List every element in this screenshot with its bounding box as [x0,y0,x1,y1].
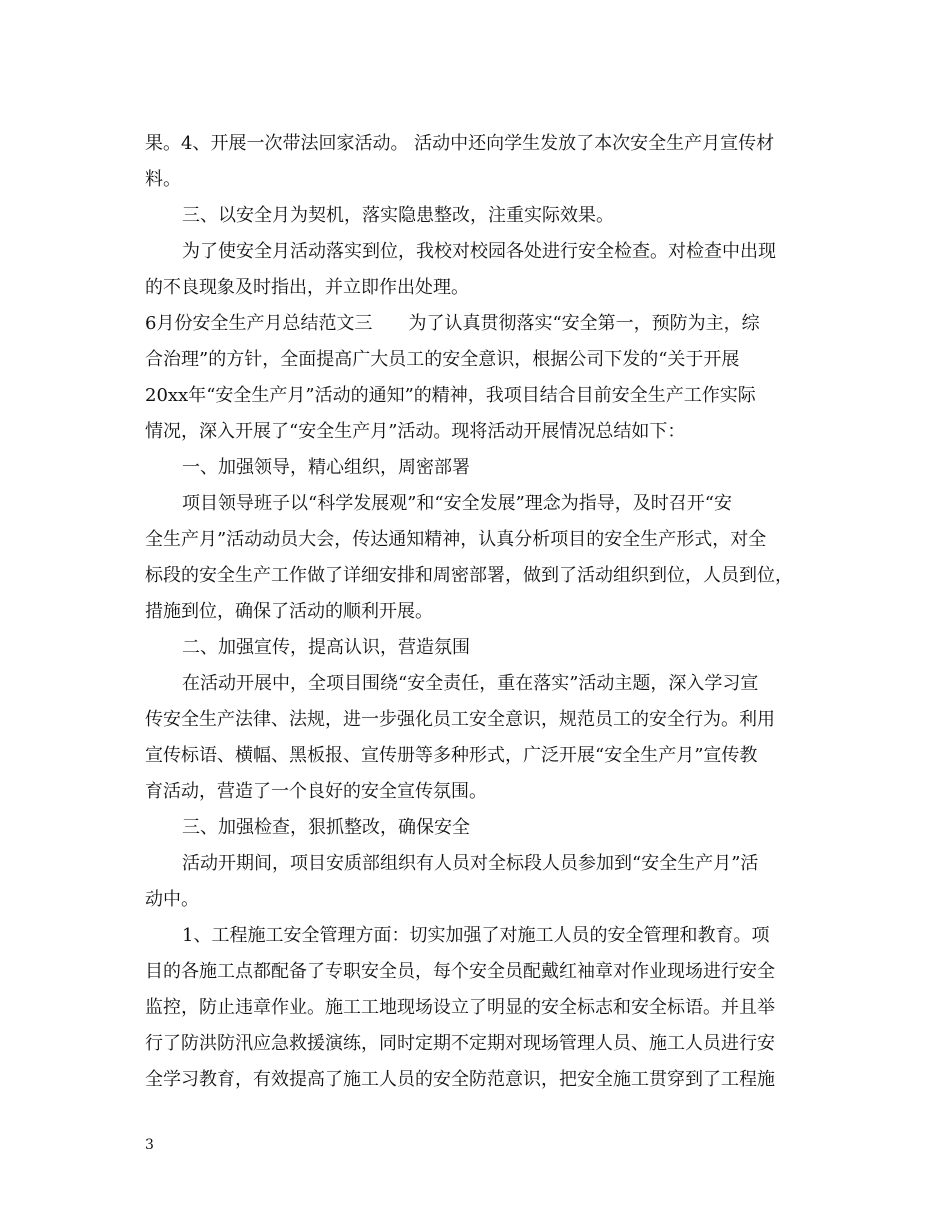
text-line: 活动开期间，项目安质部组织有人员对全标段人员参加到“安全生产月”活 [182,853,759,874]
text-line: 全生产月”活动动员大会，传达通知精神，认真分析项目的安全生产形式，对全 [145,529,767,550]
text-line: 标段的安全生产工作做了详细安排和周密部署，做到了活动组织到位，人员到位， [145,565,793,586]
text-line: 全学习教育，有效提高了施工人员的安全防范意识，把安全施工贯穿到了工程施 [145,1069,775,1090]
text-line: 1、工程施工安全管理方面：切实加强了对施工人员的安全管理和教育。项 [182,925,770,946]
text-line: 一、加强领导，精心组织，周密部署 [182,457,470,478]
text-line: 二、加强宣传，提高认识，营造氛围 [182,637,470,658]
text-line: 目的各施工点都配备了专职安全员，每个安全员配戴红袖章对作业现场进行安全 [145,961,775,982]
text-line: 三、以安全月为契机，落实隐患整改，注重实际效果。 [182,205,614,226]
text-line: 在活动开展中，全项目围绕“安全责任，重在落实”活动主题，深入学习宣 [182,673,759,694]
text-line: 合治理”的方针，全面提高广大员工的安全意识，根据公司下发的“关于开展 [145,349,740,370]
page-number: 3 [145,1137,154,1153]
text-line: 果。4、开展一次带法回家活动。 活动中还向学生发放了本次安全生产月宣传材 [145,133,775,154]
text-line: 项目领导班子以“科学发展观”和“安全发展”理念为指导，及时召开“安 [182,493,733,514]
document-body [145,126,805,1098]
text-line: 宣传标语、横幅、黑板报、宣传册等多种形式，广泛开展“安全生产月”宣传教 [145,745,758,766]
text-line: 措施到位，确保了活动的顺利开展。 [145,601,433,622]
text-line: 育活动，营造了一个良好的安全宣传氛围。 [145,781,487,802]
text-line: 情况，深入开展了“安全生产月”活动。现将活动开展情况总结如下： [145,421,686,442]
text-line: 的不良现象及时指出，并立即作出处理。 [145,277,469,298]
text-line: 料。 [145,169,181,190]
text-line: 监控，防止违章作业。施工工地现场设立了明显的安全标志和安全标语。并且举 [145,997,775,1018]
text-line: 动中。 [145,889,199,910]
text-line: 为了使安全月活动落实到位，我校对校园各处进行安全检查。对检查中出现 [182,241,776,262]
text-line: 20xx年“安全生产月”活动的通知”的精神，我项目结合目前安全生产工作实际 [145,385,756,406]
text-line: 三、加强检查，狠抓整改，确保安全 [182,817,470,838]
text-line: 传安全生产法律、法规，进一步强化员工安全意识，规范员工的安全行为。利用 [145,709,775,730]
text-line: 行了防洪防汛应急救援演练，同时定期不定期对现场管理人员、施工人员进行安 [145,1033,775,1054]
text-line: 6月份安全生产月总结范文三 为了认真贯彻落实“安全第一，预防为主，综 [145,313,760,334]
